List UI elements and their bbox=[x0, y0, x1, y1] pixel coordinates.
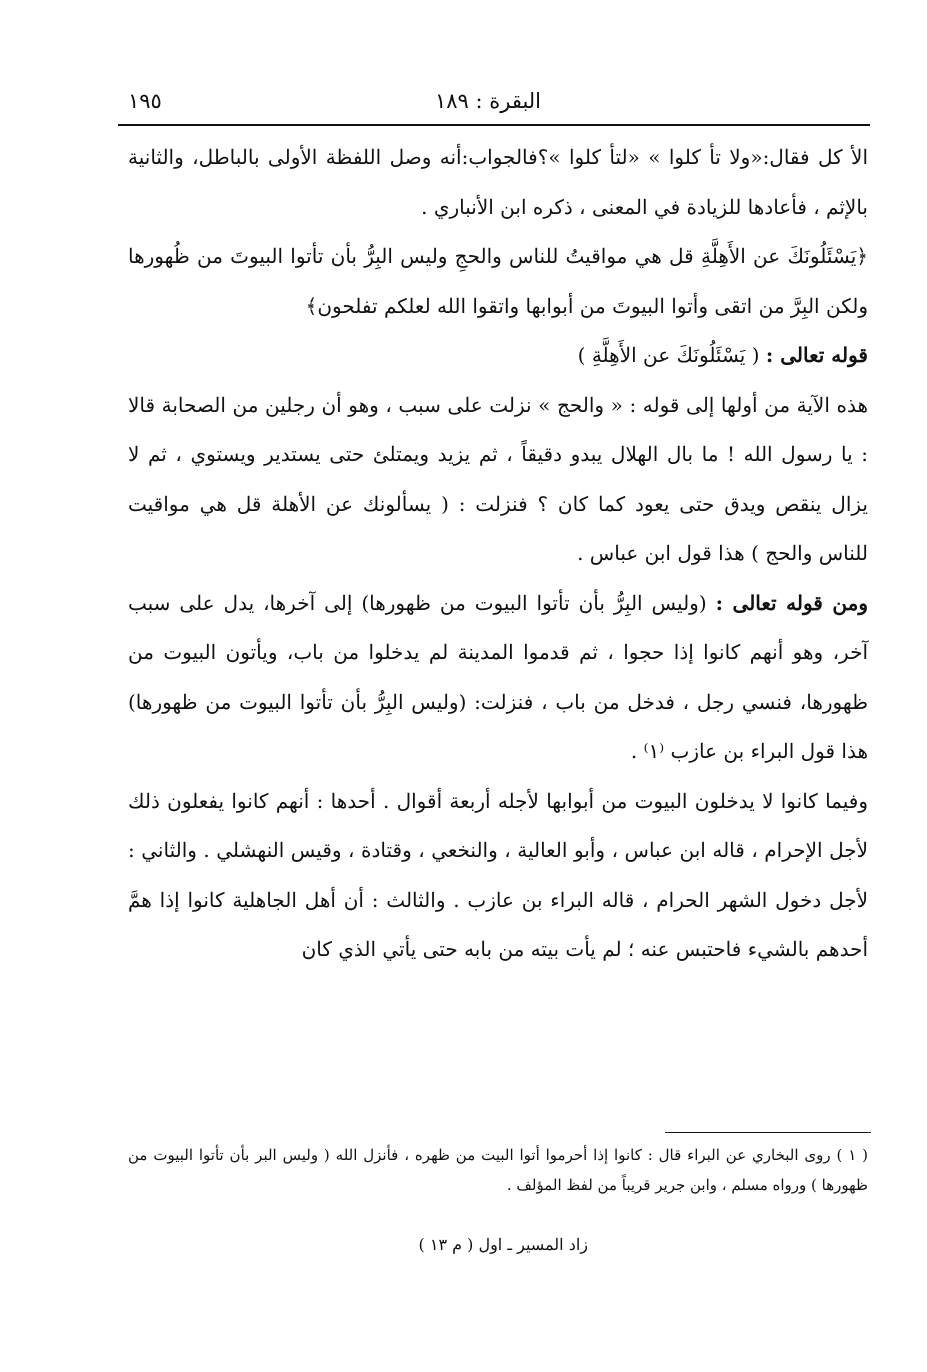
paragraph-4 bbox=[128, 579, 868, 777]
paragraph-2-verse-quote: ( يَسْئَلُونَكَ عن الأَهِلَّةِ ) bbox=[577, 343, 760, 367]
header-rule bbox=[118, 124, 870, 126]
paragraph-2 bbox=[128, 331, 868, 381]
paragraph-1: الأ كل فقال:«ولا تأ كلوا » «لتأ كلوا »؟فالجواب:أنه وصل اللفظة الأولى بالباطل، والثانية بالإثم ، فأعادها للزيادة في المعنى ، ذكره ابن الأنباري . bbox=[128, 145, 868, 219]
footnote-text: ( ١ ) روى البخاري عن البراء قال : كانوا إذا أحرموا أتوا البيت من ظهره ، فأنزل الله ( وليس البر بأن تأتوا البيوت من ظهورها ) ورواه مسلم ، وابن جرير قريباً من لفظ المؤلف . bbox=[128, 1146, 868, 1194]
page-header bbox=[118, 86, 858, 120]
paragraph-5: وفيما كانوا لا يدخلون البيوت من أبوابها لأجله أربعة أقوال . أحدها : أنهم كانوا يفعلون ذلك لأجل الإحرام ، قاله ابن عباس ، وأبو العالية ، والنخعي ، وقتادة ، وقيس النهشلي . والثاني : لأجل دخول الشهر الحرام ، قاله البراء بن عازب . والثالث : أن أهل الجاهلية كانوا إذا همَّ أحدهم بالشيء فاحتبس عنه ؛ لم يأت بيته من بابه حتى يأتي الذي كان bbox=[128, 788, 868, 961]
quranic-verse: ﴿يَسْئَلُونَكَ عن الأَهِلَّةِ قل هي مواقيتُ للناس والحجِ وليس البِرُّ بأن تأتوا البيوتَ من ظُهورها ولكن البِرَّ من اتقى وأتوا البيوتَ من أبوابها واتقوا الله لعلكم تفلحون﴾ bbox=[128, 244, 868, 318]
paragraph-2-heading: قوله تعالى : bbox=[765, 343, 868, 367]
signature-line: زاد المسير ـ اول ( م ١٣ ) bbox=[418, 1235, 588, 1254]
main-text bbox=[128, 133, 868, 975]
footnote bbox=[128, 1140, 868, 1200]
page-number: ١٩٥ bbox=[128, 89, 162, 113]
paragraph-4-text: (وليس البِرُّ بأن تأتوا البيوت من ظهورها) إلى آخرها، يدل على سبب آخر، وهو أنهم كانوا إذا حجوا ، ثم قدموا المدينة لم يدخلوا من باب، ويأتون البيوت من ظهورها، فنسي رجل ، فدخل من باب ، فنزلت: (وليس البِرُّ بأن تأتوا البيوت من ظهورها) هذا قول البراء بن عازب ⁽١⁾ . bbox=[128, 590, 868, 763]
running-title: البقرة : ١٨٩ bbox=[434, 89, 542, 113]
paragraph-3: هذه الآية من أولها إلى قوله : « والحج » نزلت على سبب ، وهو أن رجلين من الصحابة قالا : يا رسول الله ! ما بال الهلال يبدو دقيقاً ، ثم يزيد ويمتلئ حتى يستدير ويستوي ، ثم لا يزال ينقص ويدق حتى يعود كما كان ؟ فنزلت : ( يسألونك عن الأهلة قل هي مواقيت للناس والحج ) هذا قول ابن عباس . bbox=[128, 392, 868, 565]
footnote-rule bbox=[665, 1132, 871, 1133]
paragraph-4-heading: ومن قوله تعالى : bbox=[715, 590, 869, 615]
